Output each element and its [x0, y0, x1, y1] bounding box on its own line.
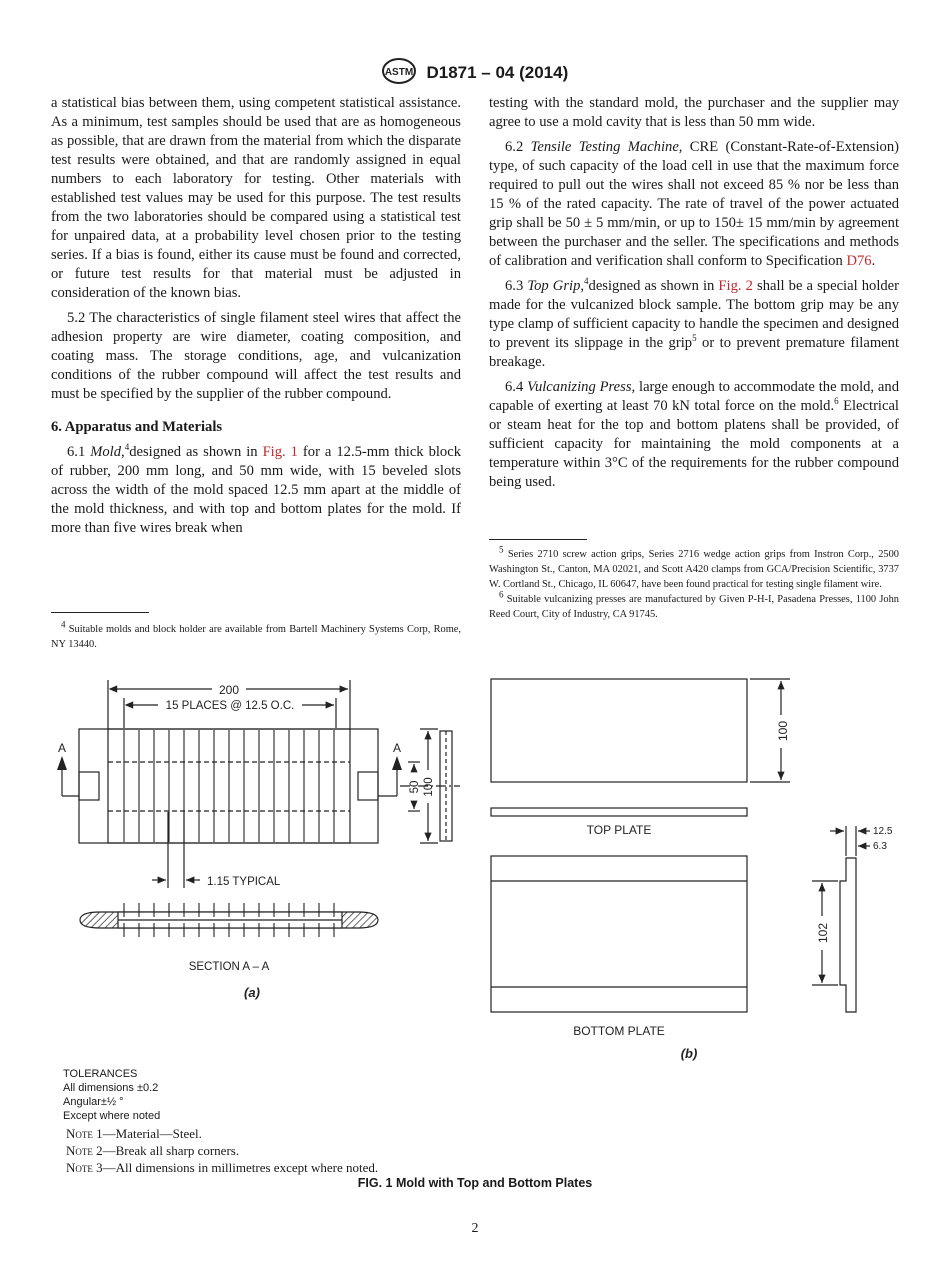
paragraph-continued: a statistical bias between them, using competent statistical assistance. As a minimum, test samples should be used that are as homogeneous as possible, that are drawn from the material from which the disparate test results were obtained, and that are randomly assigned in equal numbers to each laboratory for testing. Other materials with established test values may be used for this purpose. The test results from the two laboratories should be compared using a statistical test for unpaired data, at a probability level chosen prior to the testing series. If a bias is found, either its cause must be found and corrected, or future test results for that material must be adjusted in consideration of the known bias. — [51, 95, 461, 301]
dim-places-label: 15 PLACES @ 12.5 O.C. — [165, 700, 295, 712]
note-1: Note 1—Material—Steel. — [66, 1126, 202, 1141]
dim-typical-label: 1.15 TYPICAL — [207, 876, 281, 888]
top-plate-dim-100-label: 100 — [776, 720, 790, 742]
footnote-rule-right — [489, 539, 587, 540]
tolerance-line-1: All dimensions ±0.2 — [63, 1082, 159, 1094]
section-arrow-left-icon — [57, 756, 67, 770]
dim-6-3-label: 6.3 — [873, 841, 887, 852]
tolerance-line-2: Angular±½ ° — [63, 1096, 124, 1108]
tolerances-block — [63, 1067, 160, 1123]
note-2: Note 2—Break all sharp corners. — [66, 1143, 240, 1158]
footnote-rule-left — [51, 612, 149, 613]
footnote-6: $^6$ Suitable vulcanizing presses are manufactured by Given P-H-I, Pasadena Presses, 1100 John Reed Court, City of Industry, CA 91745. — [489, 589, 899, 620]
top-plate-label: TOP PLATE — [586, 823, 652, 837]
paragraph-5-2: 5.2 The characteristics of single filament steel wires that affect the adhesion property are wire diameter, coating composition, and coating mass. The storage conditions, age, and vulcanization conditions of the rubber compound will affect the test results and must be specified by the supplier of the rubber compound. — [51, 310, 461, 402]
fig-1-link[interactable]: Fig. 1 — [262, 444, 298, 460]
logo-text: ASTM — [384, 67, 413, 78]
tolerance-line-3: Except where noted — [63, 1110, 161, 1122]
figure-caption: FIG. 1 Mold with Top and Bottom Plates — [357, 1176, 593, 1190]
figure-a-mold-drawing — [0, 670, 480, 1010]
section-mark-right: A — [392, 741, 402, 755]
dim-100-label: 100 — [423, 777, 435, 797]
note-3: Note 3—All dimensions in millimetres except where noted. — [66, 1160, 379, 1175]
bottom-plate-face — [491, 856, 747, 1012]
footnote-4: $^4$ Suitable molds and block holder are available from Bartell Machinery Systems Corp, Rome, NY 13440. — [51, 619, 461, 650]
paragraph-6-4: 6.4 Vulcanizing Press, large enough to accommodate the mold, and capable of exerting at least 70 kN total force on the mold.$^6$ Electrical or steam heat for the top and bottom platens shall be provided, of sufficient capacity for maintaining the mold components at a temperature within 3°C of the requirements for the rubber compound being used. — [489, 379, 900, 490]
page-number: 2 — [471, 1221, 479, 1236]
footnotes-right — [489, 544, 899, 622]
top-plate-edge — [491, 808, 747, 816]
dim-50-label: 50 — [409, 780, 421, 794]
page-header — [0, 58, 950, 89]
section-heading: 6. Apparatus and Materials — [51, 419, 223, 435]
section-arrow-right-icon — [392, 756, 402, 770]
bottom-plate-label: BOTTOM PLATE — [573, 1024, 665, 1038]
section-a-a-label: SECTION A – A — [188, 961, 270, 973]
top-plate-face — [491, 679, 747, 782]
dim-12-5-label: 12.5 — [873, 826, 893, 837]
tolerances-title: TOLERANCES — [63, 1068, 138, 1080]
paragraph-6-2: 6.2 Tensile Testing Machine, CRE (Constant-Rate-of-Extension) type, of such capacity of the load cell in use that the maximum force required to pull out the wires shall not exceed 85 % nor be less than 15 % of the rated capacity. The rate of travel of the power actuated grip shall be 50 ± 5 mm/min, or up to 150± 15 mm/min by agreement between the purchaser and the seller. The specifications and methods of calibration and verification shall conform to Specification D76. — [489, 139, 899, 269]
paragraph-6-3: 6.3 Top Grip,$^4$designed as shown in Fig. 2 shall be a special holder made for the vulcanized block sample. The bottom grip may be any type clamp of sufficient capacity to handle the specimen and designed to prevent its slippage in the grip$^5$ or to prevent premature filament breakage. — [489, 276, 900, 370]
astm-logo-icon — [382, 58, 416, 89]
bottom-plate-profile — [840, 858, 856, 1012]
fig-2-link[interactable]: Fig. 2 — [718, 278, 753, 294]
figure-b-sublabel: (b) — [680, 1046, 698, 1061]
paragraph-continued-right: testing with the standard mold, the purchaser and the supplier may agree to use a mold cavity that is less than 50 mm wide. — [489, 95, 899, 130]
right-column — [489, 94, 899, 498]
document-designation: D1871 – 04 (2014) — [426, 62, 569, 82]
figure-b-plates-drawing — [480, 670, 900, 1070]
mold-slots — [124, 730, 334, 842]
paragraph-6-1: 6.1 Mold,$^4$designed as shown in Fig. 1 for a 12.5-mm thick block of rubber, 200 mm long, and 50 mm wide, with 15 beveled slots across the width of the mold spaced 12.5 mm apart at the middle of the mold thickness, and with top and bottom plates for the mold. If more than five wires break when — [51, 442, 461, 536]
section-mark-left: A — [57, 741, 67, 755]
d76-link[interactable]: D76 — [846, 253, 872, 269]
footnote-5: $^5$ Series 2710 screw action grips, Series 2716 wedge action grips from Instron Corp., 2500 Washington St., Canton, MA 02021, and Scott A420 clamps from GCA/Precision Scientific, 3737 W. Cortland St., Chicago, IL 60647, have been found practical for testing single filament wire. — [489, 544, 899, 590]
dim-200-label: 200 — [218, 683, 240, 697]
left-column — [51, 94, 461, 544]
figure-notes — [66, 1125, 378, 1176]
figure-a-sublabel: (a) — [244, 985, 260, 1000]
dim-102-label: 102 — [816, 922, 830, 944]
